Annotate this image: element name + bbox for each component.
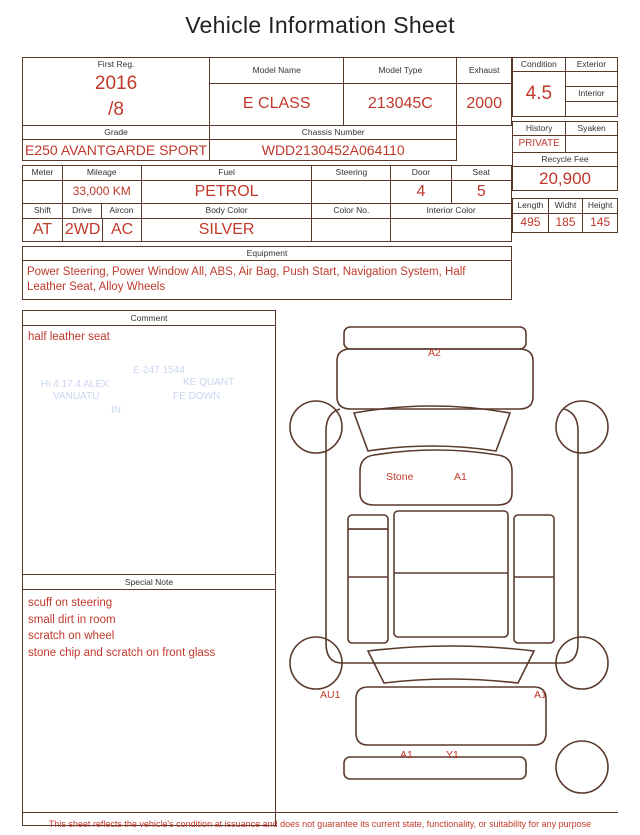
cell-model-type-value (344, 83, 457, 125)
value-exhaust: 2000 (466, 95, 502, 113)
spec-tables (22, 57, 618, 300)
spec-table-meter (22, 165, 512, 241)
label-width: Widht (554, 200, 577, 211)
watermark-text: IN (111, 405, 121, 416)
cell-chassis-value (210, 140, 457, 161)
cell-condition (513, 58, 566, 72)
label-seat: Seat (472, 167, 491, 178)
diagram-label-a1-rear-right: A1 (534, 689, 547, 701)
cell-fuel (141, 166, 312, 180)
label-exhaust: Exhaust (468, 64, 500, 75)
watermark-text: E-247 1544 (133, 365, 185, 376)
car-diagram-svg (282, 305, 622, 800)
table-row (513, 199, 618, 213)
spec-table-equipment (22, 246, 512, 300)
label-aircon: Aircon (109, 205, 134, 216)
label-height: Height (587, 200, 613, 211)
cell-recycle-fee-value (513, 166, 618, 191)
value-height: 145 (590, 214, 611, 229)
cell-syaken (566, 121, 618, 135)
value-width: 185 (555, 214, 576, 229)
table-row (23, 246, 512, 260)
cell-width (548, 199, 582, 213)
cell-steering (312, 166, 391, 180)
diagram-label-a2: A2 (428, 347, 441, 359)
comment-body (22, 326, 276, 575)
cabin-center (394, 511, 508, 637)
front-bumper (344, 327, 526, 349)
label-steering: Steering (335, 167, 368, 178)
wheel-rear-left (290, 637, 342, 689)
cell-recycle-fee (513, 152, 618, 166)
cell-door (391, 166, 451, 180)
value-interior-color (391, 228, 511, 232)
table-row (23, 58, 512, 84)
label-shift: Shift (33, 205, 51, 216)
roof-front (360, 450, 512, 505)
cell-seat-value (451, 180, 511, 203)
footer-divider (22, 812, 618, 813)
cell-drive-aircon-value (62, 218, 141, 241)
label-door: Door (411, 167, 431, 178)
spare-wheel (556, 741, 608, 793)
left-front-door (348, 515, 388, 643)
value-condition: 4.5 (525, 83, 553, 105)
cell-interior-color-value (391, 218, 512, 241)
cell-exhaust (457, 58, 512, 84)
value-syaken (566, 142, 617, 146)
label-equipment: Equipment (246, 247, 288, 258)
label-syaken: Syaken (577, 122, 606, 133)
table-row (513, 152, 618, 166)
table-row (513, 121, 618, 135)
page-title: Vehicle Information Sheet (185, 12, 455, 38)
cell-body-color-value (141, 218, 312, 241)
label-special-note: Special Note (22, 575, 276, 590)
cell-meter (23, 166, 63, 180)
label-exterior: Exterior (576, 59, 607, 69)
right-front-door (514, 515, 554, 643)
label-comment: Comment (22, 310, 276, 326)
watermark-text: Hi 4 17.4 ALEX (41, 379, 109, 390)
label-interior-color: Interior Color (426, 205, 476, 216)
cell-drive-aircon (62, 204, 141, 218)
label-length: Length (517, 200, 544, 211)
diagram-label-y1: Y1 (446, 749, 459, 761)
watermark-text: KE QUANT (183, 377, 235, 388)
footer-disclaimer: This sheet reflects the vehicle's condition at issuance and does not guarantee its current state, functionality, or suitability for any purpose (48, 819, 592, 829)
special-note-body (22, 590, 276, 826)
table-row (23, 204, 512, 218)
cell-grade-value (23, 140, 210, 161)
label-recycle-fee: Recycle Fee (541, 153, 589, 164)
cell-length-value (513, 213, 549, 232)
cell-grade (23, 126, 210, 140)
value-fuel: PETROL (194, 182, 259, 200)
watermark-text: FE DOWN (173, 391, 221, 402)
value-first-reg-month: /8 (108, 99, 124, 121)
cell-exhaust-value (457, 83, 512, 125)
cell-chassis (210, 126, 457, 140)
watermark-text: VANUATU (53, 391, 100, 402)
label-interior: Interior (578, 88, 605, 99)
table-row (513, 213, 618, 232)
cell-height-value (583, 213, 618, 232)
wheel-front-left (290, 401, 342, 453)
cell-history (513, 121, 566, 135)
value-exterior (566, 77, 617, 81)
label-condition: Condition (520, 59, 557, 69)
trunk (356, 687, 546, 745)
cell-height (583, 199, 618, 213)
car-damage-diagram (282, 305, 622, 800)
table-row (513, 58, 618, 72)
cell-body-color (141, 204, 312, 218)
value-comment: half leather seat (28, 331, 110, 343)
cell-condition-value (513, 72, 566, 116)
cell-color-no (312, 204, 391, 218)
windshield (354, 406, 510, 451)
spec-table-history (512, 121, 618, 192)
rear-window (368, 646, 534, 683)
value-chassis-number: WDD2130452A064110 (261, 142, 405, 159)
value-drive: 2WD (64, 220, 101, 238)
diagram-label-au1: AU1 (320, 689, 341, 701)
value-interior (566, 107, 617, 111)
spec-table-main (22, 57, 512, 161)
value-steering (312, 190, 390, 194)
label-mileage: Mileage (86, 167, 117, 178)
table-row (23, 166, 512, 180)
cell-equipment-header (23, 246, 512, 260)
label-chassis-number: Chassis Number (301, 127, 365, 138)
cell-width-value (548, 213, 582, 232)
label-drive: Drive (72, 205, 92, 216)
cell-model-name (210, 58, 344, 84)
diagram-label-a1-rear: A1 (400, 749, 413, 761)
diagram-label-stone: Stone (386, 471, 414, 483)
spec-table-dimensions (512, 198, 618, 232)
value-body-color: SILVER (198, 220, 255, 238)
value-length: 495 (520, 214, 541, 229)
label-meter: Meter (31, 167, 54, 178)
value-grade: E250 AVANTGARDE SPORT (25, 142, 208, 159)
spec-table-condition (512, 57, 618, 117)
notes-block (22, 310, 276, 826)
value-shift: AT (32, 220, 53, 238)
value-color-no (312, 228, 390, 232)
cell-exterior-value (565, 72, 617, 87)
rear-bumper (344, 757, 526, 779)
label-color-no: Color No. (333, 205, 370, 216)
cell-first-reg (23, 58, 210, 126)
value-model-name: E CLASS (242, 95, 311, 113)
table-row (513, 136, 618, 153)
value-aircon: AC (110, 220, 134, 238)
value-seat: 5 (476, 182, 486, 200)
cell-interior-color (391, 204, 512, 218)
value-history: PRIVATE (518, 138, 560, 150)
cell-mileage (62, 166, 141, 180)
cell-interior (565, 87, 617, 101)
cell-model-type (344, 58, 457, 84)
value-door: 4 (416, 182, 426, 200)
cell-interior-value (565, 101, 617, 116)
value-recycle-fee: 20,900 (539, 168, 591, 188)
diagram-label-a1-hood: A1 (454, 471, 467, 483)
table-row (513, 166, 618, 191)
value-mileage: 33,000 KM (72, 184, 131, 199)
cell-door-value (391, 180, 451, 203)
cell-shift-value (23, 218, 63, 241)
wheel-front-right (556, 401, 608, 453)
cell-fuel-value (141, 180, 312, 203)
label-fuel: Fuel (218, 167, 235, 178)
cell-equipment-value (23, 261, 512, 300)
table-row (23, 126, 512, 140)
cell-mileage-value (62, 180, 141, 203)
table-row (23, 218, 512, 241)
label-first-reg: First Reg. (97, 59, 135, 69)
cell-history-value (513, 136, 566, 153)
value-equipment: Power Steering, Power Window All, ABS, Air Bag, Push Start, Navigation System, Half Leather Seat, Alloy Wheels (27, 265, 466, 294)
table-row (23, 180, 512, 203)
spec-left-block (22, 57, 512, 300)
cell-color-no-value (312, 218, 391, 241)
table-row (513, 72, 618, 87)
cell-exterior (565, 58, 617, 72)
cell-syaken-value (566, 136, 618, 153)
value-model-type: 213045C (367, 95, 433, 113)
cell-seat (451, 166, 511, 180)
cell-steering-value (312, 180, 391, 203)
cell-length (513, 199, 549, 213)
table-row (23, 140, 512, 161)
spec-right-block (512, 57, 618, 233)
label-history: History (525, 122, 553, 133)
cell-meter-value (23, 180, 63, 203)
label-body-color: Body Color (205, 205, 248, 216)
value-meter (23, 190, 62, 194)
label-grade: Grade (104, 127, 128, 138)
cell-model-name-value (210, 83, 344, 125)
value-first-reg-year: 2016 (94, 73, 138, 95)
cell-shift (23, 204, 63, 218)
label-model-name: Model Name (252, 64, 301, 75)
value-special-note: scuff on steering small dirt in room scratch on wheel stone chip and scratch on front glass (28, 597, 216, 660)
label-model-type: Model Type (378, 64, 423, 75)
table-row (23, 261, 512, 300)
